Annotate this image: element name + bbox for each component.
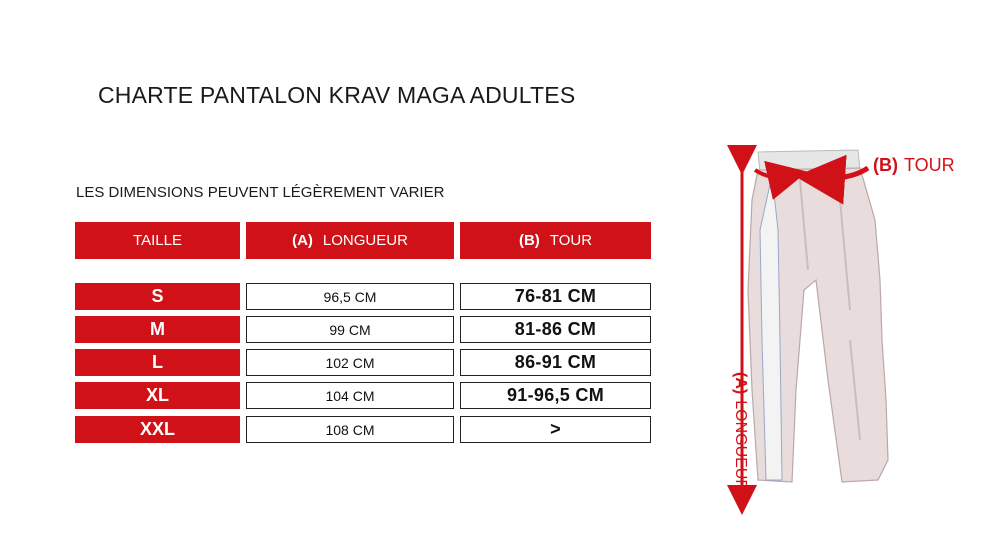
header-tour-tag: (B): [518, 232, 540, 249]
tour-label-tag: (B): [873, 155, 898, 175]
length-cell: 104 CM: [246, 382, 454, 409]
tour-label: [873, 155, 955, 176]
size-cell: S: [75, 283, 240, 310]
waist-cell: >: [460, 416, 651, 443]
waist-cell: 81-86 CM: [460, 316, 651, 343]
waist-cell: 91-96,5 CM: [460, 382, 651, 409]
size-cell: XXL: [75, 416, 240, 443]
longueur-label-tag: (A): [732, 372, 749, 395]
length-cell: 108 CM: [246, 416, 454, 443]
length-cell: 99 CM: [246, 316, 454, 343]
page-subtitle: LES DIMENSIONS PEUVENT LÉGÈREMENT VARIER: [76, 184, 445, 201]
header-longueur-label: LONGUEUR: [322, 232, 408, 249]
longueur-label-text: LONGUEUR: [732, 400, 749, 491]
size-cell: L: [75, 349, 240, 376]
longueur-label: [731, 372, 749, 491]
header-longueur-tag: (A): [292, 232, 313, 249]
page-title: CHARTE PANTALON KRAV MAGA ADULTES: [98, 82, 576, 108]
header-taille: [75, 222, 240, 259]
waist-cell: 76-81 CM: [460, 283, 651, 310]
waist-cell: 86-91 CM: [460, 349, 651, 376]
length-cell: 96,5 CM: [246, 283, 454, 310]
header-tour-label: TOUR: [549, 232, 593, 249]
size-cell: M: [75, 316, 240, 343]
length-cell: 102 CM: [246, 349, 454, 376]
tour-label-text: TOUR: [904, 155, 955, 175]
header-longueur: [246, 222, 454, 259]
header-taille-label: TAILLE: [133, 232, 182, 249]
size-cell: XL: [75, 382, 240, 409]
header-tour: [460, 222, 651, 259]
